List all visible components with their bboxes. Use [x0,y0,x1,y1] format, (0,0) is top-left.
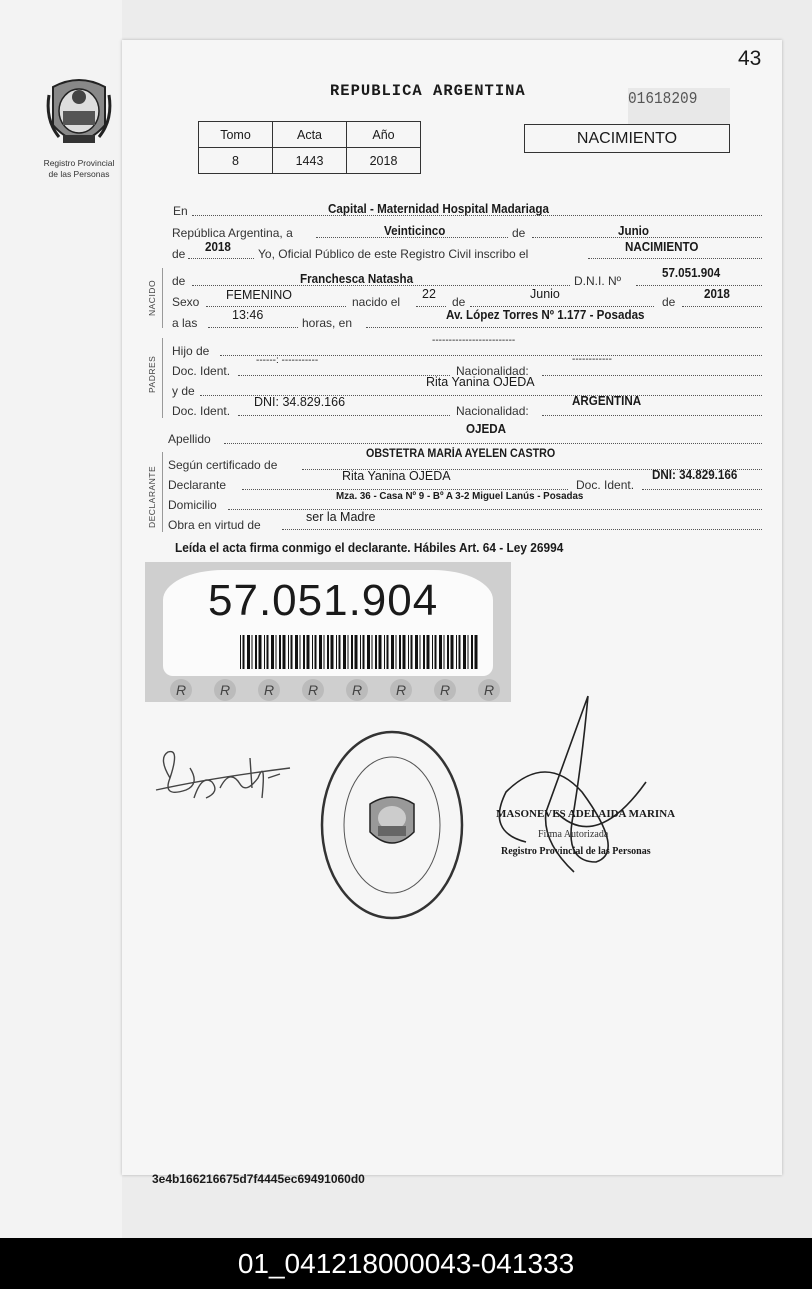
province-crest-icon [45,75,113,155]
r-letter: R [434,679,456,701]
label-declarante: Declarante [168,478,227,492]
left-margin [0,0,122,1238]
barcode-bar [420,635,421,669]
row-date [170,221,762,241]
barcode-bar [415,635,418,669]
label-obra: Obra en virtud de [168,518,261,532]
barcode-bar [439,635,442,669]
barcode-bar [279,635,281,669]
value-father: ------------------------- [432,335,516,346]
barcode-bar [271,635,274,669]
value-declarant-doc: DNI: 34.829.166 [652,468,738,482]
barcode-bar [240,635,241,669]
label-doc-ident-3: Doc. Ident. [576,478,635,492]
barcode-bar [336,635,337,669]
table-cell: 2018 [347,148,421,174]
barcode-bar [375,635,377,669]
barcode-bar [324,635,325,669]
barcode-bar [319,635,322,669]
value-day-text: Veinticinco [384,224,446,238]
label-nacionalidad-2: Nacionalidad: [456,404,529,418]
official-seal-icon [318,728,466,923]
tomo-acta-table [198,121,421,174]
signatory-role: Firma Autorizada [538,829,609,840]
label-doc-ident: Doc. Ident. [172,364,231,378]
label-dni: D.N.I. Nº [574,274,622,288]
value-surname: OJEDA [466,422,507,436]
barcode-bar [475,635,478,669]
label-republica: República Argentina, a [172,226,293,240]
label-sexo: Sexo [172,295,200,309]
row-time [170,308,762,331]
act-type-box: NACIMIENTO [524,124,730,153]
barcode-bar [360,635,361,669]
side-label-nacido: NACIDO [147,279,157,316]
r-pattern-row [148,677,508,702]
label-de-name: de [172,274,186,288]
barcode-bar [444,635,445,669]
label-doc-ident-2: Doc. Ident. [172,404,231,418]
signatory-registry: Registro Provincial de las Personas [501,846,651,857]
barcode-bar [303,635,305,669]
barcode-bar [451,635,454,669]
row-year [170,242,762,262]
barcode-bar [348,635,349,669]
value-place: Capital - Maternidad Hospital Madariaga [328,202,549,216]
barcode-bar [399,635,401,669]
table-header: Acta [273,122,347,148]
table-cell: 8 [199,148,273,174]
document-hash: 3e4b166216675d7f4445ec69491060d0 [152,1172,365,1186]
table-header: Año [347,122,421,148]
barcode-bar [351,635,353,669]
row-mother-doc [170,394,762,419]
value-month: Junio [530,287,560,301]
closing-statement: Leída el acta firma conmigo el declarante. Hábiles Art. 64 - Ley 26994 [175,541,564,555]
label-segun: Según certificado de [168,458,278,472]
table-header: Tomo [199,122,273,148]
barcode-icon [240,635,480,669]
label-nacido-el: nacido el [352,295,401,309]
registry-line-2: de las Personas [48,169,110,179]
table-cell: 1443 [273,148,347,174]
row-place [170,199,762,219]
signature-right-icon [486,692,686,892]
label-horas-en: horas, en [302,316,353,330]
barcode-bar [247,635,250,669]
row-address [168,490,762,513]
label-y-de: y de [172,384,195,398]
barcode-bar [408,635,409,669]
value-name: Franchesca Natasha [300,272,414,286]
barcode-bar [355,635,358,669]
barcode-bar [343,635,346,669]
value-year: 2018 [205,240,231,254]
value-inscribe: NACIMIENTO [625,240,699,254]
barcode-bar [468,635,469,669]
label-de-year2: de [662,295,676,309]
barcode-bar [243,635,245,669]
label-de-year: de [172,247,186,261]
barcode-bar [312,635,313,669]
label-domicilio: Domicilio [168,498,217,512]
value-father-doc: ------: ----------- [256,355,319,366]
document-title: REPUBLICA ARGENTINA [330,82,526,100]
r-letter: R [214,679,236,701]
label-de: de [512,226,526,240]
label-a-las: a las [172,316,198,330]
barcode-bar [367,635,370,669]
barcode-bar [267,635,269,669]
serial-number: 01618209 [628,90,698,109]
r-letter: R [170,679,192,701]
barcode-bar [255,635,257,669]
value-day: 22 [422,287,436,301]
barcode-bar [327,635,329,669]
barcode-bar [459,635,461,669]
barcode-bar [339,635,341,669]
value-declarant: Rita Yanina OJEDA [342,469,451,483]
barcode-bar [463,635,466,669]
label-hijo-de: Hijo de [172,344,210,358]
value-sex: FEMENINO [226,288,292,302]
barcode-bar [384,635,385,669]
barcode-bar [435,635,437,669]
label-en: En [173,204,188,218]
value-mother: Rita Yanina OJEDA [426,375,535,389]
row-name [170,266,762,289]
barcode-bar [307,635,310,669]
r-letter: R [302,679,324,701]
r-letter: R [346,679,368,701]
dni-big-number: 57.051.904 [208,576,439,625]
label-de-month: de [452,295,466,309]
barcode-bar [396,635,397,669]
value-year2: 2018 [704,287,730,301]
value-month-text: Junio [618,224,650,238]
label-oficial: Yo, Oficial Público de este Registro Civil inscribo el [258,247,529,261]
barcode-bar [387,635,389,669]
barcode-bar [276,635,277,669]
barcode-bar [391,635,394,669]
r-letter: R [478,679,500,701]
barcode-bar [403,635,406,669]
value-address: Mza. 36 - Casa Nº 9 - Bº A 3-2 Miguel Lanús - Posadas [336,490,584,502]
barcode-bar [264,635,265,669]
value-birthplace: Av. López Torres Nº 1.177 - Posadas [446,308,645,322]
barcode-bar [363,635,365,669]
footer-code: 01_041218000043-041333 [0,1238,812,1289]
registry-line-1: Registro Provincial [43,158,115,168]
value-mother-nat: ARGENTINA [572,394,642,408]
value-father-nat: ------------ [572,354,612,365]
r-letter: R [390,679,412,701]
barcode-bar [291,635,293,669]
value-certificate: OBSTETRA MARÍA AYELEN CASTRO [366,448,556,460]
signature-left-icon [150,738,300,818]
barcode-bar [427,635,430,669]
barcode-bar [432,635,433,669]
r-letter: R [258,679,280,701]
barcode-bar [315,635,317,669]
barcode-bar [471,635,473,669]
barcode-bar [283,635,286,669]
barcode-bar [300,635,301,669]
value-dni: 57.051.904 [662,266,721,280]
barcode-bar [372,635,373,669]
barcode-bar [411,635,413,669]
value-time: 13:46 [232,308,264,322]
side-label-declarante: DECLARANTE [147,465,157,528]
label-apellido: Apellido [168,432,211,446]
row-sex [170,287,762,310]
barcode-bar [331,635,334,669]
value-reason: ser la Madre [306,510,376,524]
barcode-bar [379,635,382,669]
label-nacionalidad: Nacionalidad: [456,364,529,378]
row-surname [168,422,762,447]
barcode-bar [447,635,449,669]
barcode-bar [259,635,262,669]
signatory-name: MASONEVES ADELAIDA MARINA [496,808,676,820]
value-mother-doc: DNI: 34.829.166 [254,395,346,409]
barcode-bar [456,635,457,669]
side-label-padres: PADRES [147,355,157,393]
barcode-bar [295,635,298,669]
barcode-bar [423,635,425,669]
barcode-bar [288,635,289,669]
row-reason [168,510,762,533]
page-number: 43 [738,47,762,70]
barcode-bar [252,635,253,669]
